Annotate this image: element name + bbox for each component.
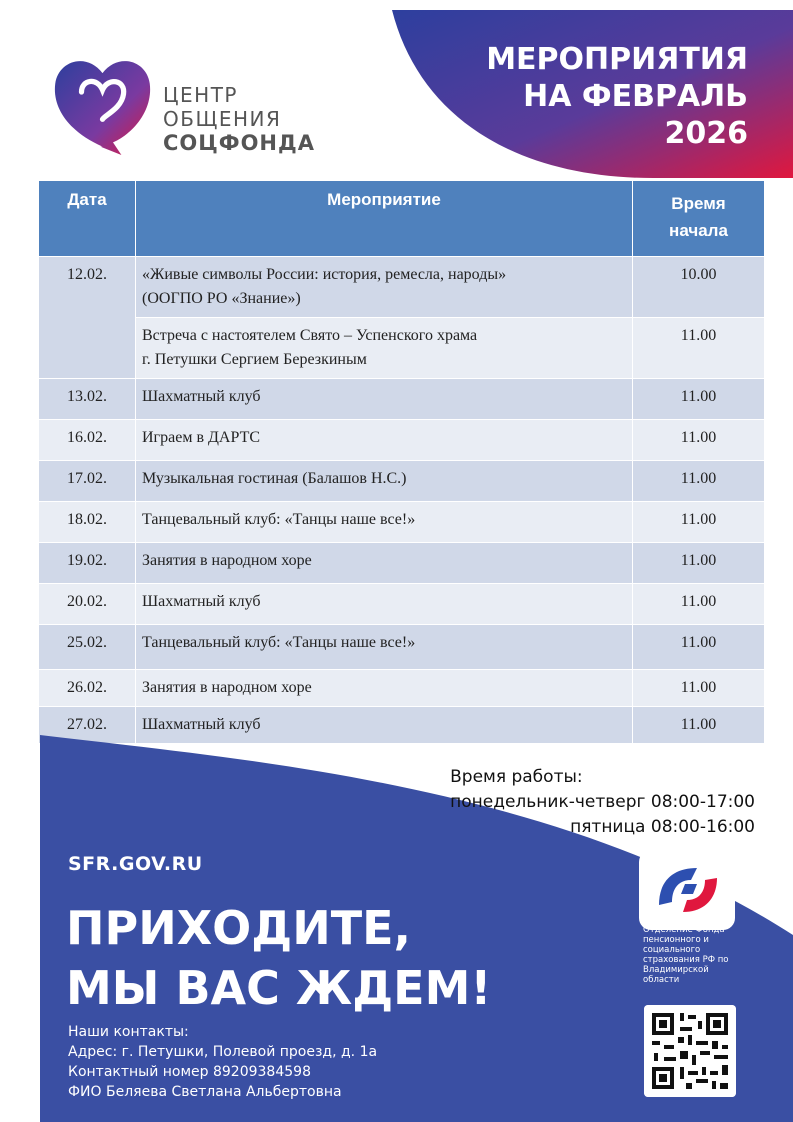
contacts-phone: Контактный номер 89209384598 (68, 1064, 311, 1080)
date-cell: 16.02. (39, 420, 136, 461)
event-cell: Шахматный клуб (136, 707, 633, 744)
slogan-line: МЫ ВАС ЖДЕМ! (66, 961, 492, 1015)
time-cell: 10.00 (633, 257, 765, 318)
working-hours-line: понедельник-четверг 08:00-17:00 (450, 792, 755, 812)
table-row (39, 543, 765, 584)
column-header-event: Мероприятие (136, 181, 633, 257)
date-cell: 12.02. (39, 257, 136, 379)
slogan-line: ПРИХОДИТЕ, (66, 901, 412, 955)
column-header-date: Дата (39, 181, 136, 257)
event-cell: Танцевальный клуб: «Танцы наше все!» (136, 502, 633, 543)
sfr-caption: Отделение Фонда пенсионного и социального страхования РФ по Владимирской области (643, 925, 729, 985)
logo-text-line: ЦЕНТР (163, 83, 238, 107)
contacts-block (68, 1022, 377, 1102)
event-cell: Шахматный клуб (136, 584, 633, 625)
sfr-logo-icon (639, 850, 735, 930)
title-line: МЕРОПРИЯТИЯ (486, 42, 748, 77)
heart-bubble-logo-icon (50, 50, 155, 155)
time-cell: 11.00 (633, 543, 765, 584)
date-cell: 13.02. (39, 379, 136, 420)
column-header-time-line: Время (671, 194, 726, 213)
table-row (39, 318, 765, 379)
working-hours-line: пятница 08:00-16:00 (570, 817, 755, 837)
table-row (39, 625, 765, 670)
page-title (486, 41, 748, 152)
table-row (39, 379, 765, 420)
logo-text (163, 83, 315, 155)
event-line: «Живые символы России: история, ремесла, народы» (142, 266, 507, 283)
table-row (39, 257, 765, 318)
event-cell: Музыкальная гостиная (Балашов Н.С.) (136, 461, 633, 502)
event-cell (136, 257, 633, 318)
event-line: г. Петушки Сергием Березкиным (142, 351, 367, 368)
event-line: (ООГПО РО «Знание») (142, 290, 301, 307)
contacts-person: ФИО Беляева Светлана Альбертовна (68, 1084, 342, 1100)
title-line: 2026 (664, 116, 748, 151)
event-cell: Шахматный клуб (136, 379, 633, 420)
date-cell: 19.02. (39, 543, 136, 584)
date-cell: 18.02. (39, 502, 136, 543)
event-cell: Танцевальный клуб: «Танцы наше все!» (136, 625, 633, 670)
table-row (39, 420, 765, 461)
time-cell: 11.00 (633, 318, 765, 379)
time-cell: 11.00 (633, 707, 765, 744)
event-cell: Занятия в народном хоре (136, 543, 633, 584)
date-cell: 27.02. (39, 707, 136, 744)
column-header-time-line: начала (669, 221, 728, 240)
date-cell: 17.02. (39, 461, 136, 502)
qr-code-icon[interactable] (644, 1005, 736, 1097)
time-cell: 11.00 (633, 379, 765, 420)
time-cell: 11.00 (633, 502, 765, 543)
event-cell (136, 318, 633, 379)
event-cell: Занятия в народном хоре (136, 670, 633, 707)
schedule-table (38, 180, 765, 744)
slogan (66, 898, 491, 1018)
time-cell: 11.00 (633, 420, 765, 461)
logo-text-line: СОЦФОНДА (163, 131, 315, 155)
table-row (39, 502, 765, 543)
table-header-row (39, 181, 765, 257)
column-header-time (633, 181, 765, 257)
table-row (39, 670, 765, 707)
time-cell: 11.00 (633, 461, 765, 502)
logo-text-line: ОБЩЕНИЯ (163, 107, 282, 131)
table-row (39, 461, 765, 502)
contacts-title: Наши контакты: (68, 1024, 189, 1040)
website-link[interactable]: SFR.GOV.RU (68, 853, 203, 875)
working-hours-title: Время работы: (450, 767, 583, 787)
date-cell: 25.02. (39, 625, 136, 670)
time-cell: 11.00 (633, 670, 765, 707)
working-hours (450, 765, 755, 840)
time-cell: 11.00 (633, 625, 765, 670)
time-cell: 11.00 (633, 584, 765, 625)
event-line: Встреча с настоятелем Свято – Успенского храма (142, 327, 478, 344)
contacts-address: Адрес: г. Петушки, Полевой проезд, д. 1а (68, 1044, 378, 1060)
date-cell: 20.02. (39, 584, 136, 625)
table-row (39, 584, 765, 625)
title-line: НА ФЕВРАЛЬ (523, 79, 748, 114)
event-cell: Играем в ДАРТС (136, 420, 633, 461)
date-cell: 26.02. (39, 670, 136, 707)
